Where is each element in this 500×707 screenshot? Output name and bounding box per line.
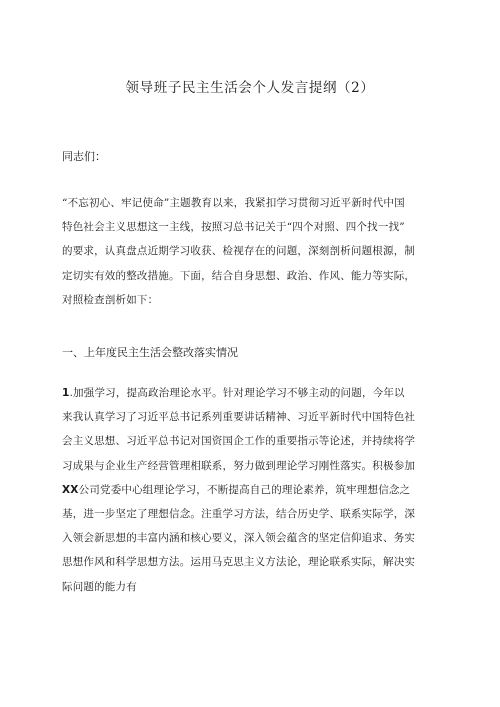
intro-paragraph: [62, 191, 436, 312]
item-1-line: [62, 478, 436, 502]
item-1-line: 会主义思想、习近平总书记对国资国企工作的重要指示等论述，并持续将学: [62, 435, 416, 448]
item-1-line: 思想作风和科学思想方法。运用马克思主义方法论，理论联系实际，解决实: [62, 556, 416, 569]
intro-line: “不忘初心、牢记使命”主题教育以来，我紧扣学习贯彻习近平新时代中国: [62, 197, 405, 209]
item-1-first-line-text: .加强学习，提高政治理论水平。针对理论学习不够主动的问题，今年以: [69, 387, 405, 399]
document-title: 领导班子民主生活会个人发言提纲（2）: [125, 80, 375, 96]
item-number: 1: [62, 387, 70, 399]
item-1-line: 基，进一步坚定了理想信念。注重学习方法，结合历史学、联系实际学，深: [62, 508, 416, 521]
item-1-org-line-text: 公司党委中心组理论学习，不断提高自己的理论素养，筑牢理想信念之: [78, 483, 411, 496]
item-1-line: 际问题的能力有: [62, 580, 137, 593]
intro-line: 对照检查剖析如下：: [62, 293, 159, 306]
item-1-line: 来我认真学习了习近平总书记系列重要讲话精神、习近平新时代中国特色社: [62, 411, 416, 424]
item-1-line: 入领会新思想的丰富内涵和核心要义，深入领会蕴含的坚定信仰追求、务实: [62, 532, 416, 545]
intro-line: 定切实有效的整改措施。下面，结合自身思想、政治、作风、能力等实际，: [62, 269, 416, 282]
item-1-line: [62, 381, 436, 405]
section-heading: 一、上年度民主生活会整改落实情况: [62, 346, 238, 359]
intro-line: 特色社会主义思想这一主线，按照习总书记关于“四个对照、四个找一找”: [62, 221, 405, 234]
intro-line: 的要求，认真盘点近期学习收获、检视存在的问题，深刻剖析问题根源，制: [62, 245, 416, 258]
org-prefix: XX: [62, 483, 79, 496]
item-1-paragraph: [62, 381, 436, 599]
item-1-line: 习成果与企业生产经营管理相联系，努力做到理论学习刚性落实。积极参加: [62, 459, 416, 472]
salutation: 同志们：: [62, 150, 106, 163]
